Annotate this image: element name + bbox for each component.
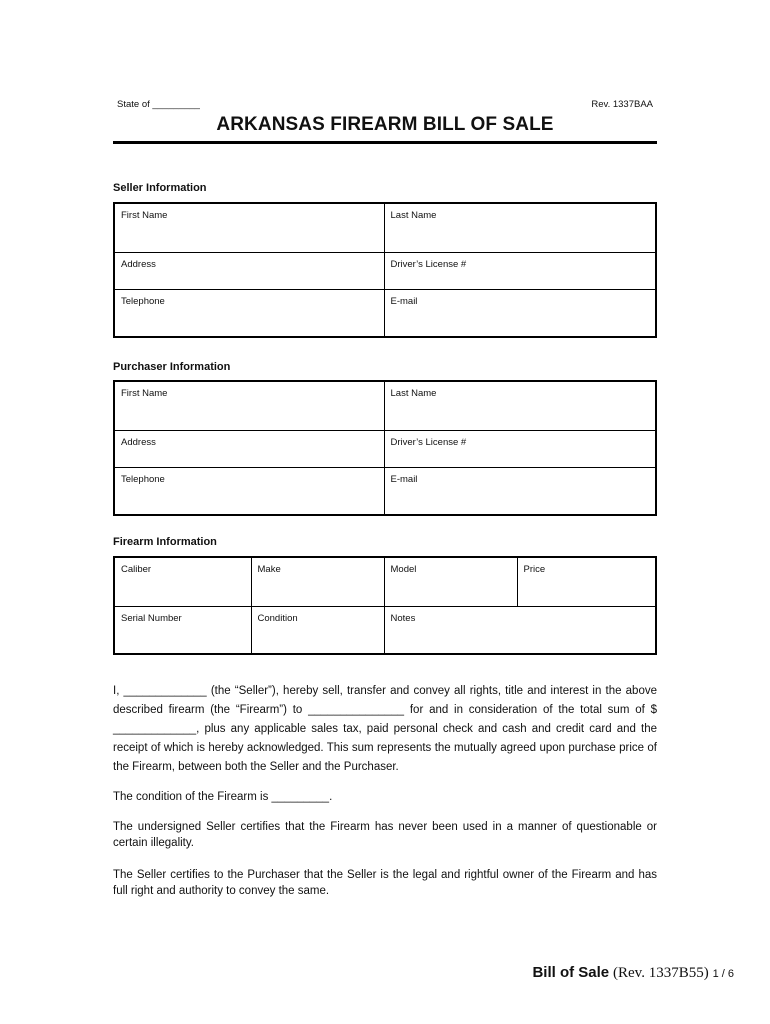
document-title: ARKANSAS FIREARM BILL OF SALE [216, 114, 554, 135]
purchaser-license-field[interactable] [384, 430, 656, 467]
condition-statement: The condition of the Firearm is _________. [113, 791, 333, 803]
firearm-caliber-label: Caliber [121, 564, 152, 575]
purchaser-email-label: E-mail [390, 473, 418, 485]
purchaser-last-name-label: Last Name [390, 388, 437, 399]
purchaser-first-name-field[interactable] [114, 381, 384, 430]
firearm-condition-label: Condition [257, 612, 298, 624]
seller-email-label: E-mail [390, 295, 418, 307]
firearm-section-heading: Firearm Information [113, 536, 217, 548]
footer-revision: (Rev. 1337B55) [613, 965, 709, 981]
purchaser-address-field[interactable] [114, 430, 384, 467]
page-number: 1 / 6 [712, 968, 734, 980]
purchaser-table [113, 380, 657, 516]
state-line: State of _________ [117, 99, 200, 110]
sale-statement-paragraph: I, _____________ (the “Seller”), hereby sell, transfer and convey all rights, title and interest in the above described firearm (the “Firearm”) to _______________ for and in consideration of the total sum of $ _____________, plus any applicable sales tax, paid personal check and cash and credit card and the receipt of which is hereby acknowledged. This sum represents the mutually agreed upon purchase price of the Firearm, between both the Seller and the Purchaser. [113, 685, 657, 773]
seller-address-label: Address [121, 258, 156, 270]
seller-last-name-field[interactable] [384, 203, 656, 252]
page-footer [532, 964, 734, 982]
firearm-serial-field[interactable] [114, 606, 251, 654]
firearm-make-label: Make [257, 564, 281, 575]
footer-title: Bill of Sale [532, 964, 610, 981]
ownership-certification: The Seller certifies to the Purchaser that the Seller is the legal and rightful owner of the Firearm and has full right and authority to convey the same. [113, 869, 657, 897]
seller-first-name-label: First Name [121, 210, 168, 221]
purchaser-email-field[interactable] [384, 467, 656, 515]
firearm-notes-label: Notes [390, 612, 416, 624]
firearm-model-field[interactable] [384, 557, 517, 606]
firearm-serial-label: Serial Number [121, 612, 182, 624]
firearm-condition-field[interactable] [251, 606, 384, 654]
firearm-caliber-field[interactable] [114, 557, 251, 606]
firearm-notes-field[interactable] [384, 606, 656, 654]
firearm-price-field[interactable] [517, 557, 656, 606]
seller-license-field[interactable] [384, 252, 656, 289]
purchaser-license-label: Driver’s License # [390, 436, 467, 448]
revision-number: Rev. 1337BAA [591, 99, 653, 110]
seller-section-heading: Seller Information [113, 182, 207, 194]
firearm-model-label: Model [390, 564, 417, 575]
purchaser-section-heading: Purchaser Information [113, 361, 231, 373]
seller-first-name-field[interactable] [114, 203, 384, 252]
seller-email-field[interactable] [384, 289, 656, 337]
legality-certification: The undersigned Seller certifies that the Firearm has never been used in a manner of questionable or certain illegality. [113, 821, 657, 849]
seller-telephone-label: Telephone [121, 295, 165, 307]
purchaser-telephone-label: Telephone [121, 473, 165, 485]
seller-address-field[interactable] [114, 252, 384, 289]
seller-license-label: Driver’s License # [390, 258, 467, 270]
seller-table [113, 202, 657, 338]
purchaser-telephone-field[interactable] [114, 467, 384, 515]
seller-telephone-field[interactable] [114, 289, 384, 337]
purchaser-address-label: Address [121, 436, 156, 448]
firearm-make-field[interactable] [251, 557, 384, 606]
seller-last-name-label: Last Name [390, 210, 437, 221]
purchaser-first-name-label: First Name [121, 388, 168, 399]
title-divider [113, 141, 657, 144]
firearm-table [113, 556, 657, 655]
purchaser-last-name-field[interactable] [384, 381, 656, 430]
firearm-price-label: Price [523, 564, 546, 575]
